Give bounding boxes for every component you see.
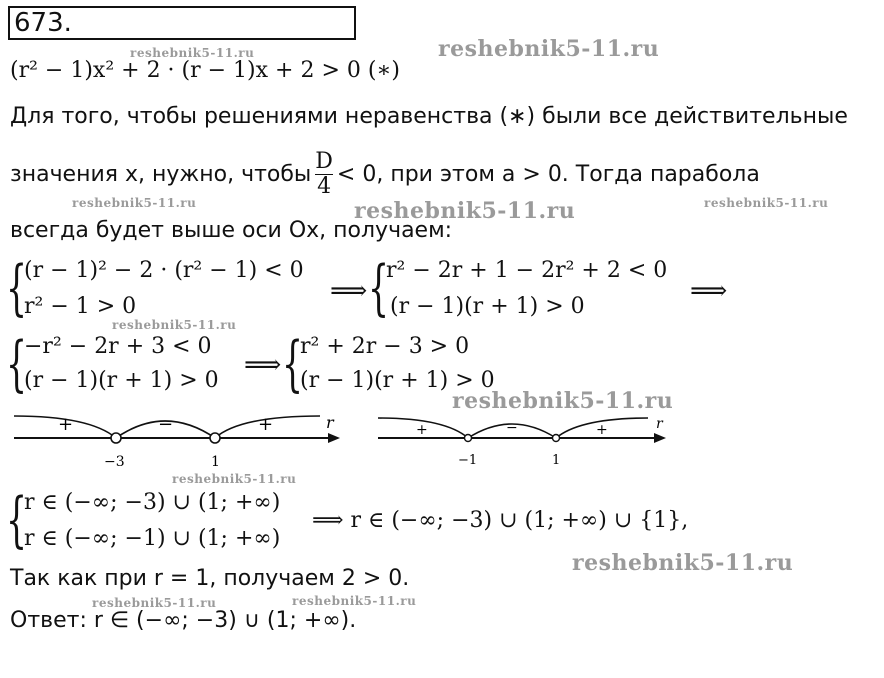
axis-variable: r bbox=[326, 413, 334, 432]
open-point bbox=[210, 433, 220, 443]
brace-icon: { bbox=[6, 329, 28, 399]
watermark: reshebnik5-11.ru bbox=[130, 46, 255, 60]
final-check-line: Так как при r = 1, получаем 2 > 0. bbox=[10, 566, 410, 591]
sign-label: + bbox=[58, 414, 74, 435]
fraction-denominator: 4 bbox=[317, 174, 332, 199]
watermark: reshebnik5-11.ru bbox=[354, 198, 576, 224]
sign-label: + bbox=[258, 414, 274, 435]
text-line-2 bbox=[10, 150, 760, 199]
watermark: reshebnik5-11.ru bbox=[92, 596, 217, 610]
open-point bbox=[553, 435, 560, 442]
open-point bbox=[111, 433, 121, 443]
fraction-numerator: D bbox=[315, 149, 333, 174]
system4-line1: r² + 2r − 3 > 0 bbox=[300, 334, 470, 359]
system1-line2: r² − 1 > 0 bbox=[24, 294, 137, 319]
watermark: reshebnik5-11.ru bbox=[292, 594, 417, 608]
arrow-right-icon bbox=[654, 433, 666, 443]
brace-icon: { bbox=[6, 253, 28, 323]
watermark: reshebnik5-11.ru bbox=[704, 196, 829, 210]
system5-result: ⟹ r ∈ (−∞; −3) ∪ (1; +∞) ∪ {1}, bbox=[312, 508, 689, 533]
watermark: reshebnik5-11.ru bbox=[72, 196, 197, 210]
watermark: reshebnik5-11.ru bbox=[452, 388, 674, 414]
point-label: −3 bbox=[104, 454, 125, 470]
number-lines bbox=[0, 400, 884, 476]
sign-label: + bbox=[596, 422, 608, 438]
system5-line1: r ∈ (−∞; −3) ∪ (1; +∞) bbox=[24, 490, 281, 515]
problem-number: 673. bbox=[8, 6, 356, 40]
brace-icon: { bbox=[282, 329, 304, 399]
brace-icon: { bbox=[6, 485, 28, 555]
point-label: −1 bbox=[458, 453, 478, 468]
sign-label: + bbox=[416, 422, 428, 438]
sign-label: − bbox=[158, 414, 174, 435]
implies-arrow: ⟹ bbox=[330, 276, 368, 306]
number-line-2 bbox=[378, 416, 666, 468]
watermark: reshebnik5-11.ru bbox=[572, 550, 794, 576]
system5-line2: r ∈ (−∞; −1) ∪ (1; +∞) bbox=[24, 526, 281, 551]
point-label: 1 bbox=[552, 453, 561, 468]
watermark: reshebnik5-11.ru bbox=[172, 472, 297, 486]
brace-icon: { bbox=[368, 253, 390, 323]
axis-variable: r bbox=[656, 416, 663, 432]
number-line-1 bbox=[14, 413, 340, 470]
implies-arrow: ⟹ bbox=[690, 276, 728, 306]
system3-line2: (r − 1)(r + 1) > 0 bbox=[24, 368, 219, 393]
text-line-2b: < 0, при этом a > 0. Тогда парабола bbox=[336, 162, 760, 187]
system1-line1: (r − 1)² − 2 · (r² − 1) < 0 bbox=[24, 258, 304, 283]
point-label: 1 bbox=[211, 454, 220, 470]
system3-line1: −r² − 2r + 3 < 0 bbox=[24, 334, 212, 359]
system4-line2: (r − 1)(r + 1) > 0 bbox=[300, 368, 495, 393]
arrow-right-icon bbox=[328, 433, 340, 443]
implies-arrow: ⟹ bbox=[244, 350, 282, 380]
system2-line2: (r − 1)(r + 1) > 0 bbox=[390, 294, 585, 319]
sign-label: − bbox=[506, 420, 518, 436]
text-line-2a: значения x, нужно, чтобы bbox=[10, 162, 312, 187]
answer-line: Ответ: r ∈ (−∞; −3) ∪ (1; +∞). bbox=[10, 608, 357, 633]
open-point bbox=[465, 435, 472, 442]
watermark: reshebnik5-11.ru bbox=[112, 318, 237, 332]
system2-line1: r² − 2r + 1 − 2r² + 2 < 0 bbox=[386, 258, 668, 283]
fraction-d-over-4 bbox=[315, 150, 333, 199]
watermark: reshebnik5-11.ru bbox=[438, 36, 660, 62]
main-inequality: (r² − 1)x² + 2 · (r − 1)x + 2 > 0 (∗) bbox=[10, 58, 400, 83]
text-line-3: всегда будет выше оси Ox, получаем: bbox=[10, 218, 453, 243]
text-line-1: Для того, чтобы решениями неравенства (∗) были все действительные bbox=[10, 104, 848, 129]
